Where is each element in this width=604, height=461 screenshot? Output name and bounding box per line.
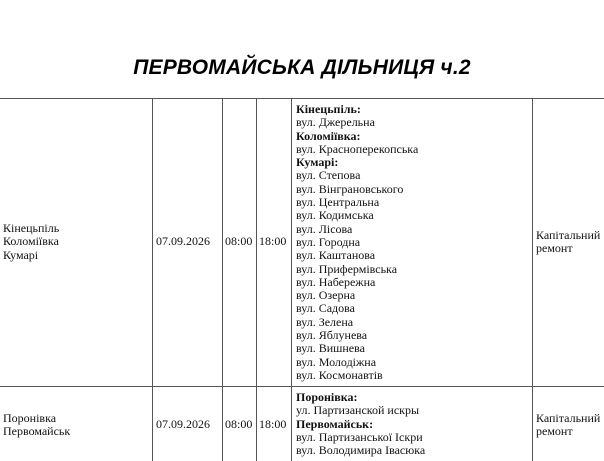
- reason-cell: [536, 412, 602, 439]
- settlement-name: Коломіївка: [3, 234, 59, 249]
- time-to: 18:00: [259, 234, 287, 249]
- outage-table: [0, 98, 604, 461]
- reason-line: ремонт: [536, 424, 573, 439]
- outage-reason: [536, 412, 602, 439]
- village-heading: Кумарі:: [296, 155, 339, 170]
- street-item: вул. Зелена: [296, 314, 354, 329]
- street-item: вул. Яблунева: [296, 328, 368, 343]
- column-divider: [222, 98, 223, 461]
- street-item: вул. Садова: [296, 301, 355, 316]
- settlement-name: Кумарі: [3, 247, 39, 262]
- street-item: вул. Каштанова: [296, 248, 376, 263]
- street-item: вул. Центральна: [296, 195, 380, 210]
- street-item: вул. Набережна: [296, 274, 376, 289]
- settlement-name: Поронівка: [3, 411, 57, 425]
- time-to: 18:00: [259, 417, 287, 431]
- street-item: вул. Красноперекопська: [296, 141, 419, 156]
- settlements-cell: [3, 412, 149, 439]
- street-item: вул. Вишнева: [296, 341, 365, 356]
- reason-cell: [536, 98, 602, 386]
- street-item: вул. Вінграновського: [296, 181, 404, 196]
- streets-cell: [296, 103, 530, 382]
- village-heading: Коломіївка:: [296, 128, 361, 143]
- column-divider: [152, 98, 153, 461]
- page-title: ПЕРВОМАЙСЬКА ДІЛЬНИЦЯ ч.2: [133, 56, 471, 79]
- street-item: вул. Степова: [296, 168, 361, 183]
- street-item: вул. Городна: [296, 234, 361, 249]
- reason-line: Капітальний: [536, 227, 601, 242]
- street-item: вул. Джерельна: [296, 115, 375, 130]
- column-divider: [256, 98, 257, 461]
- column-divider: [532, 98, 533, 461]
- row-divider: [0, 386, 604, 387]
- settlements-cell: [3, 222, 149, 262]
- column-divider: [291, 98, 292, 461]
- date-cell: [156, 98, 220, 386]
- settlement-name: Первомайськ: [3, 424, 71, 439]
- streets-cell: [296, 391, 530, 457]
- street-item: вул. Озерна: [296, 288, 356, 303]
- street-item: вул. Партизанської Іскри: [296, 429, 423, 444]
- reason-line: Капітальний: [536, 411, 601, 425]
- time-from-cell: [225, 98, 255, 386]
- table-row: [3, 412, 149, 439]
- street-item: ул. Партизанской искры: [296, 403, 420, 418]
- time-to-cell: [259, 418, 290, 431]
- outage-reason: [536, 229, 602, 256]
- street-item: вул. Кодимська: [296, 208, 374, 223]
- street-item: вул. Космонавтів: [296, 367, 383, 382]
- village-heading: Поронівка:: [296, 390, 358, 404]
- street-item: вул. Лісова: [296, 221, 353, 236]
- street-item: вул. Володимира Івасюка: [296, 443, 426, 458]
- time-from: 08:00: [225, 417, 253, 431]
- date-cell: [156, 418, 220, 431]
- time-from-cell: [225, 418, 255, 431]
- village-heading: Первомайськ:: [296, 416, 374, 431]
- time-from: 08:00: [225, 234, 253, 249]
- table-row: [3, 98, 149, 386]
- village-heading: Кінецьпіль:: [296, 102, 361, 116]
- reason-line: ремонт: [536, 241, 573, 255]
- street-item: вул. Прифермівська: [296, 261, 398, 276]
- outage-date: 07.09.2026: [156, 234, 210, 249]
- outage-date: 07.09.2026: [156, 417, 210, 431]
- time-to-cell: [259, 98, 290, 386]
- street-item: вул. Молодіжна: [296, 354, 377, 369]
- settlement-name: Кінецьпіль: [3, 221, 60, 236]
